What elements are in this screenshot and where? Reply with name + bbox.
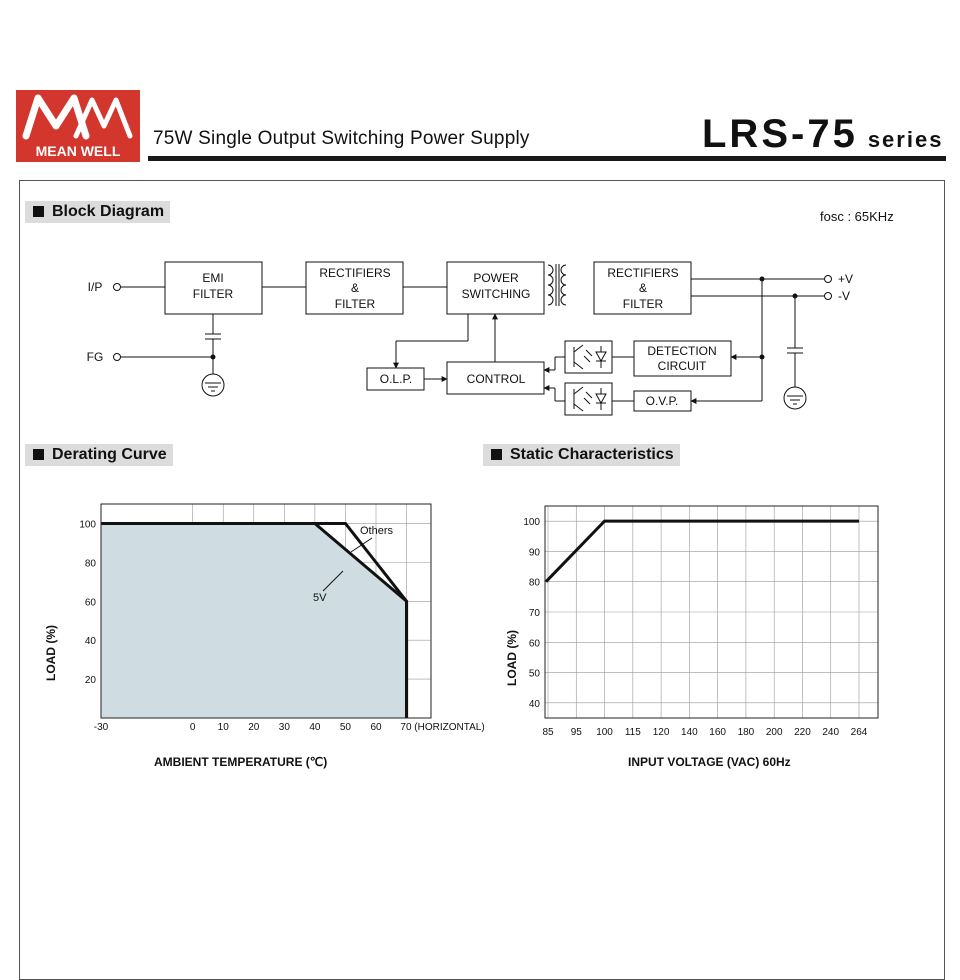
section-derating-curve (25, 444, 173, 466)
square-bullet-icon (33, 449, 44, 460)
x-tick-label: 264 (850, 727, 868, 738)
x-tick-label: 0 (189, 722, 196, 733)
y-tick-label: 80 (84, 558, 96, 570)
emi-filter-line2: FILTER (192, 287, 234, 301)
derating-area-fill (101, 523, 407, 718)
rectifiers1-line2: & (350, 281, 360, 295)
x-tick-label: 180 (737, 727, 755, 738)
power-switching-line2: SWITCHING (461, 287, 531, 301)
x-tick-label: 10 (217, 722, 229, 733)
x-tick-label: -30 (93, 722, 109, 733)
square-bullet-icon (491, 449, 502, 460)
static-x-ticks (542, 727, 867, 738)
x-tick-label: 160 (709, 727, 726, 738)
static-characteristics-chart (490, 480, 890, 790)
model-suffix: series (867, 127, 944, 152)
fosc-label: fosc : 65KHz (820, 209, 894, 224)
x-tick-label: 60 (370, 722, 382, 733)
x-tick-label: 30 (278, 722, 290, 733)
x-tick-label: 140 (681, 727, 698, 738)
x-tick-label: 120 (652, 727, 670, 738)
y-tick-label: 60 (528, 638, 540, 650)
y-tick-label: 80 (528, 577, 540, 589)
page-subtitle: 75W Single Output Switching Power Supply (153, 128, 530, 149)
static-y-axis-label: LOAD (%) (505, 630, 519, 686)
ovp-label: O.V.P. (645, 394, 679, 408)
detection-circuit-line1: DETECTION (647, 344, 717, 358)
x-tick-label: 115 (624, 727, 641, 738)
x-tick-label: 20 (248, 722, 260, 733)
y-tick-label: 100 (523, 517, 540, 529)
fg-label: FG (86, 350, 104, 364)
derating-y-ticks (79, 519, 96, 686)
section-title: Block Diagram (52, 203, 165, 220)
derating-curve-chart (0, 480, 490, 790)
series-label-others: Others (360, 525, 394, 537)
section-title: Derating Curve (52, 446, 167, 463)
y-tick-label: 100 (79, 519, 96, 531)
series-label-leader (351, 538, 372, 552)
output-positive-label: +V (838, 272, 854, 286)
y-tick-label: 40 (84, 636, 96, 648)
detection-circuit-line2: CIRCUIT (657, 359, 707, 373)
derating-x-ticks (94, 722, 485, 733)
rectifiers2-line1: RECTIFIERS (607, 266, 679, 280)
rectifiers1-line1: RECTIFIERS (319, 266, 391, 280)
y-tick-label: 70 (528, 608, 540, 619)
model-name: LRS-75 (702, 112, 858, 156)
y-tick-label: 90 (528, 547, 540, 559)
derating-y-axis-label: LOAD (%) (44, 625, 58, 681)
y-tick-label: 50 (528, 668, 540, 680)
output-negative-label: -V (838, 289, 850, 303)
emi-filter-line1: EMI (202, 271, 224, 285)
control-label: CONTROL (466, 372, 526, 386)
static-x-axis-label: INPUT VOLTAGE (VAC) 60Hz (628, 755, 791, 769)
static-grid (545, 506, 878, 718)
derating-x-axis-label: AMBIENT TEMPERATURE (℃) (154, 755, 328, 769)
x-tick-label: 100 (596, 727, 613, 738)
section-title: Static Characteristics (510, 446, 674, 463)
olp-label: O.L.P. (379, 372, 413, 386)
x-tick-label: 50 (339, 722, 352, 733)
x-tick-label: 70 (HORIZONTAL) (400, 722, 485, 733)
x-tick-label: 85 (542, 727, 554, 738)
logo-brand-text: MEAN WELL (35, 143, 121, 159)
x-tick-label: 220 (794, 727, 811, 738)
rectifiers1-line3: FILTER (334, 297, 376, 311)
x-tick-label: 95 (570, 727, 582, 738)
y-tick-label: 40 (528, 698, 540, 710)
static-y-ticks (523, 517, 540, 710)
x-tick-label: 40 (309, 722, 321, 733)
block-diagram (0, 0, 960, 440)
y-tick-label: 20 (84, 675, 96, 687)
x-tick-label: 240 (822, 727, 840, 738)
series-label-5v: 5V (313, 592, 327, 604)
section-static-characteristics (483, 444, 680, 466)
x-tick-label: 200 (765, 727, 783, 738)
power-switching-line1: POWER (473, 271, 519, 285)
y-tick-label: 60 (84, 597, 96, 609)
rectifiers2-line3: FILTER (622, 297, 664, 311)
rectifiers2-line2: & (638, 281, 648, 295)
ip-label: I/P (87, 280, 103, 294)
